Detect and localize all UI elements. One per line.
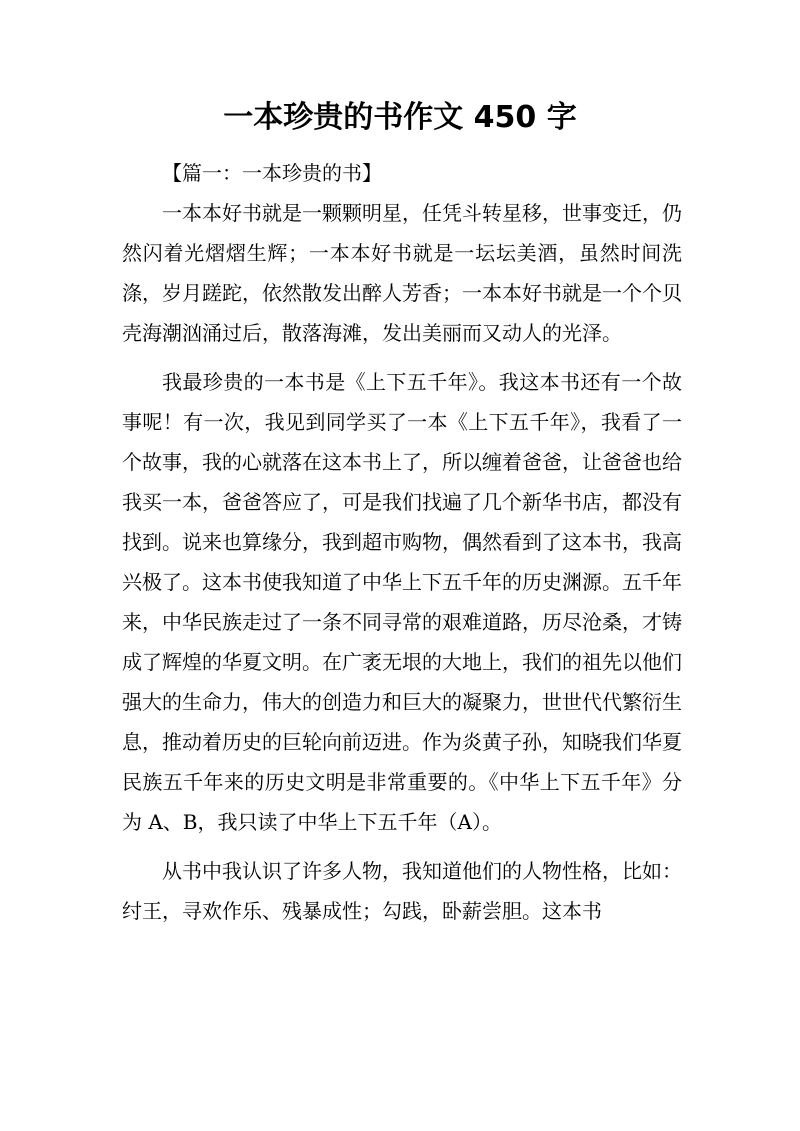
- paragraph-1: 一本本好书就是一颗颗明星，任凭斗转星移，世事变迁，仍然闪着光熠熠生辉；一本本好书就是一坛坛美酒，虽然时间洗涤，岁月蹉跎，依然散发出醉人芳香；一本本好书就是一个个贝壳海潮汹涌过后，散落海滩，发出美丽而又动人的光泽。: [122, 201, 682, 345]
- document-title: 一本珍贵的书作文 450 字: [223, 100, 577, 135]
- section-heading: 【篇一：一本珍贵的书】: [162, 161, 382, 185]
- document-body: [122, 153, 682, 940]
- paragraph-2: 我最珍贵的一本书是《上下五千年》。我这本书还有一个故事呢！有一次，我见到同学买了一本《上下五千年》，我看了一个故事，我的心就落在这本书上了，所以缠着爸爸，让爸爸也给我买一本，爸爸答应了，可是我们找遍了几个新华书店，都没有找到。说来也算缘分，我到超市购物，偶然看到了这本书，我高兴极了。这本书使我知道了中华上下五千年的历史渊源。五千年来，中华民族走过了一条不同寻常的艰难道路，历尽沧桑，才铸成了辉煌的华夏文明。在广袤无垠的大地上，我们的祖先以他们强大的生命力，伟大的创造力和巨大的凝聚力，世世代代繁衍生息，推动着历史的巨轮向前迈进。作为炎黄子孙，知晓我们华夏民族五千年来的历史文明是非常重要的。《中华上下五千年》分为 A、B，我只读了中华上下五千年（A）。: [122, 370, 682, 834]
- paragraph-3: 从书中我认识了许多人物，我知道他们的人物性格，比如：纣王，寻欢作乐、残暴成性；勾践，卧薪尝胆。这本书: [122, 859, 682, 923]
